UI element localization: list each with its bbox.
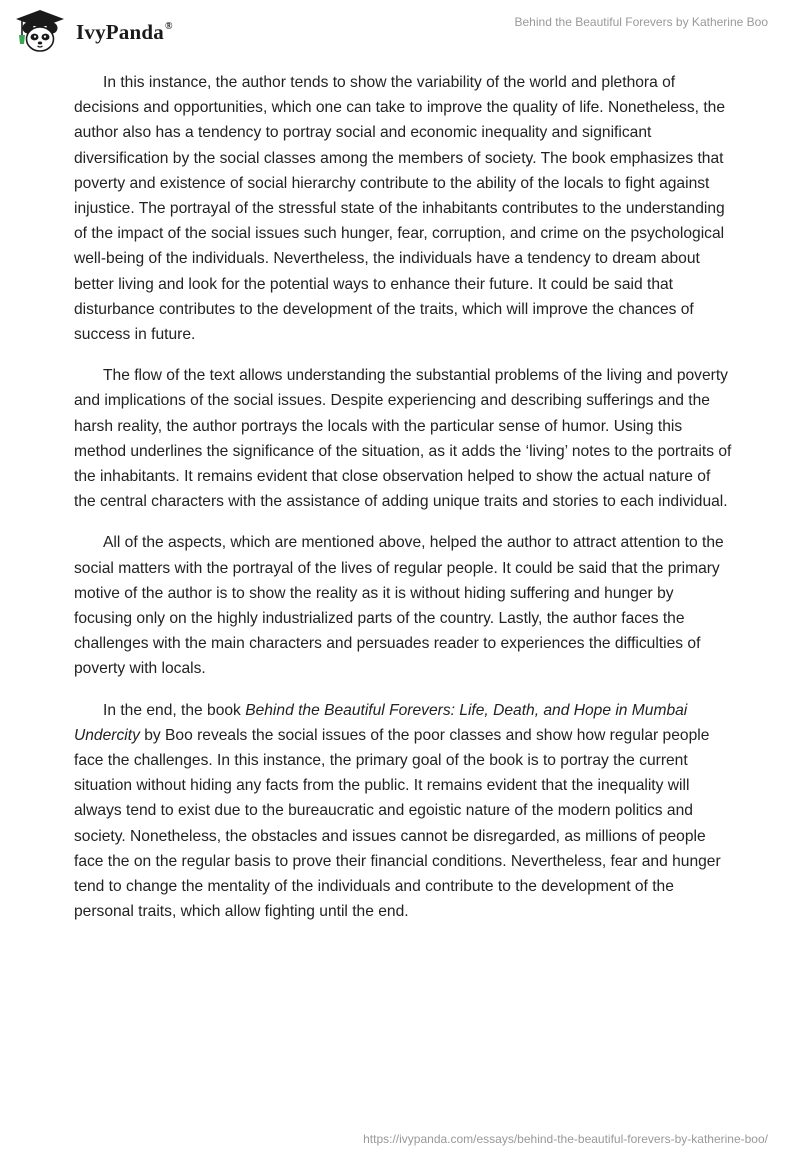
panda-graduation-cap-icon[interactable] xyxy=(14,8,66,54)
essay-body xyxy=(74,70,734,941)
paragraph-rest: by Boo reveals the social issues of the poor classes and show how regular people face the challenges. In this instance, the primary goal of the book is to portray the current situation without hiding any facts from the public. It remains evident that the inequality will always tend to exist due to the bureaucratic and egoistic nature of the modern politics and society. Nonetheless, the obstacles and issues cannot be disregarded, as millions of people face the on the regular basis to prove their financial conditions. Nevertheless, fear and hunger tend to change the mentality of the individuals and contribute to the development of the personal traits, which allow fighting until the end. xyxy=(74,726,721,921)
page-header xyxy=(0,0,800,60)
paragraph: All of the aspects, which are mentioned above, helped the author to attract attention to the social matters with the portrayal of the lives of regular people. It could be said that the primary motive of the author is to show the reality as it is without hiding suffering and hunger by focusing only on the highly industrialized parts of the country. Lastly, the author faces the challenges with the main characters and persuades reader to experiences the difficulties of poverty with locals. xyxy=(74,534,724,678)
document-title: Behind the Beautiful Forevers by Katherine Boo xyxy=(514,15,768,29)
paragraph: In this instance, the author tends to show the variability of the world and plethora of decisions and opportunities, which one can take to improve the quality of life. Nonetheless, the author also has a tendency to portray social and economic inequality and significant diversification by the social classes among the members of society. The book emphasizes that poverty and existence of social hierarchy contribute to the ability of the locals to fight against injustice. The portrayal of the stressful state of the inhabitants contributes to the understanding of the impact of the social issues such hunger, fear, corruption, and crime on the psychological well-being of the individuals. Nevertheless, the individuals have a tendency to dream about better living and look for the potential ways to enhance their future. It could be said that disturbance contributes to the development of the traits, which will improve the chances of success in future. xyxy=(74,74,725,344)
paragraph: The flow of the text allows understanding the substantial problems of the living and poverty and implications of the social issues. Despite experiencing and describing sufferings and the harsh reality, the author portrays the locals with the particular sense of humor. Using this method underlines the significance of the situation, as it adds the ‘living’ notes to the portraits of the inhabitants. It remains evident that close observation helped to show the actual nature of the central characters with the assistance of adding unique traits and stories to each individual. xyxy=(74,367,732,511)
paragraph xyxy=(74,698,734,925)
book-title: Behind the Beautiful Forevers: Life, Death, and Hope in Mumbai Undercity xyxy=(74,701,688,744)
paragraph-intro: In the end, the book xyxy=(103,701,246,719)
brand-logo-text[interactable] xyxy=(76,20,173,45)
registered-mark: ® xyxy=(164,21,173,32)
brand-name: IvyPanda xyxy=(76,20,164,44)
source-url[interactable]: https://ivypanda.com/essays/behind-the-beautiful-forevers-by-katherine-boo/ xyxy=(363,1132,768,1146)
